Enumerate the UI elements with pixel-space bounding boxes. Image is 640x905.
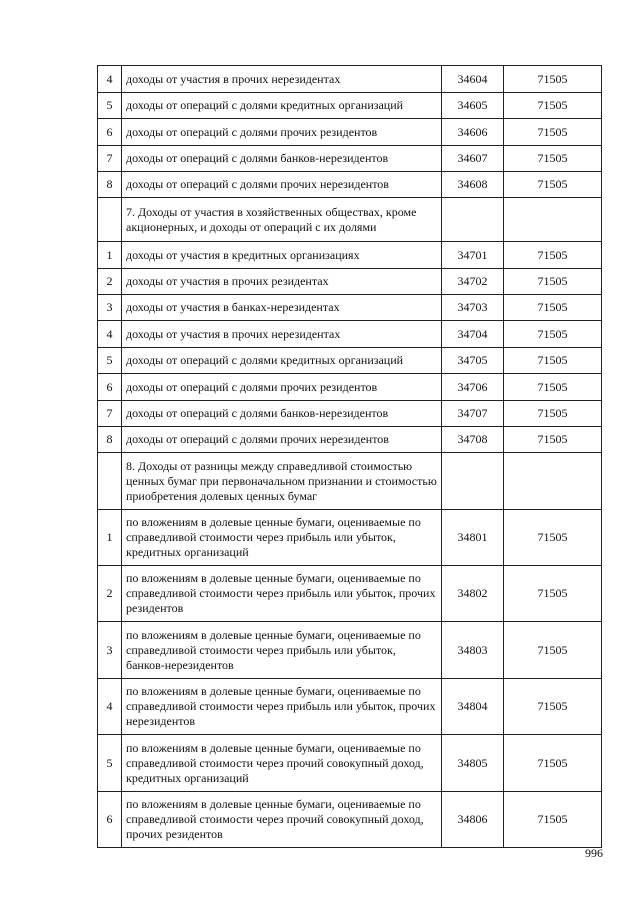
row-code: 34706 — [442, 374, 504, 401]
row-code: 34608 — [442, 172, 504, 198]
row-description: доходы от участия в кредитных организациях — [122, 242, 442, 269]
row-account: 71505 — [504, 735, 602, 792]
row-description: доходы от операций с долями кредитных организаций — [122, 348, 442, 374]
row-description: доходы от участия в банках-нерезидентах — [122, 295, 442, 321]
row-code: 34707 — [442, 401, 504, 427]
row-description: по вложениям в долевые ценные бумаги, оцениваемые по справедливой стоимости через прибыль или убыток, прочих нерезидентов — [122, 679, 442, 735]
row-number: 1 — [98, 510, 122, 566]
row-description: по вложениям в долевые ценные бумаги, оцениваемые по справедливой стоимости через прочий совокупный доход, кредитных организаций — [122, 735, 442, 792]
table-row — [98, 401, 602, 427]
row-code: 34803 — [442, 622, 504, 679]
row-code: 34704 — [442, 321, 504, 348]
row-number: 2 — [98, 269, 122, 295]
row-description: по вложениям в долевые ценные бумаги, оцениваемые по справедливой стоимости через прибыль или убыток, кредитных организаций — [122, 510, 442, 566]
section-heading: 8. Доходы от разницы между справедливой стоимостью ценных бумаг при первоначальном признании и стоимостью приобретения долевых ценных бумаг — [122, 453, 442, 510]
table-row — [98, 321, 602, 348]
row-description: доходы от операций с долями прочих резидентов — [122, 119, 442, 146]
row-description: доходы от операций с долями банков-нерезидентов — [122, 146, 442, 172]
row-description: доходы от операций с долями прочих нерезидентов — [122, 172, 442, 198]
section-row — [98, 453, 602, 510]
row-code: 34605 — [442, 93, 504, 119]
table-row — [98, 735, 602, 792]
row-account: 71505 — [504, 242, 602, 269]
row-code: 34806 — [442, 792, 504, 848]
table-row — [98, 622, 602, 679]
table-row — [98, 242, 602, 269]
row-account: 71505 — [504, 269, 602, 295]
row-account: 71505 — [504, 146, 602, 172]
section-code-cell — [442, 198, 504, 242]
section-account-cell — [504, 453, 602, 510]
row-description: доходы от операций с долями прочих нерезидентов — [122, 427, 442, 453]
row-number: 3 — [98, 295, 122, 321]
row-account: 71505 — [504, 566, 602, 622]
row-account: 71505 — [504, 93, 602, 119]
section-number-cell — [98, 453, 122, 510]
row-number: 8 — [98, 427, 122, 453]
table-row — [98, 93, 602, 119]
table-row — [98, 566, 602, 622]
row-account: 71505 — [504, 348, 602, 374]
accounts-table — [97, 65, 602, 848]
row-number: 5 — [98, 93, 122, 119]
row-account: 71505 — [504, 172, 602, 198]
row-code: 34802 — [442, 566, 504, 622]
row-account: 71505 — [504, 622, 602, 679]
table-row — [98, 427, 602, 453]
table-row — [98, 374, 602, 401]
section-account-cell — [504, 198, 602, 242]
row-code: 34705 — [442, 348, 504, 374]
accounts-table-body — [98, 66, 602, 848]
row-account: 71505 — [504, 401, 602, 427]
row-description: доходы от операций с долями банков-нерезидентов — [122, 401, 442, 427]
row-number: 4 — [98, 679, 122, 735]
section-code-cell — [442, 453, 504, 510]
row-description: доходы от участия в прочих нерезидентах — [122, 321, 442, 348]
row-code: 34604 — [442, 66, 504, 93]
row-account: 71505 — [504, 66, 602, 93]
row-account: 71505 — [504, 119, 602, 146]
section-row — [98, 198, 602, 242]
row-code: 34805 — [442, 735, 504, 792]
row-code: 34606 — [442, 119, 504, 146]
row-account: 71505 — [504, 374, 602, 401]
row-number: 4 — [98, 321, 122, 348]
table-row — [98, 295, 602, 321]
table-row — [98, 792, 602, 848]
row-account: 71505 — [504, 792, 602, 848]
table-row — [98, 119, 602, 146]
table-row — [98, 66, 602, 93]
row-number: 6 — [98, 119, 122, 146]
table-row — [98, 146, 602, 172]
row-description: доходы от участия в прочих резидентах — [122, 269, 442, 295]
row-code: 34607 — [442, 146, 504, 172]
row-code: 34804 — [442, 679, 504, 735]
row-number: 3 — [98, 622, 122, 679]
row-description: доходы от операций с долями кредитных организаций — [122, 93, 442, 119]
row-code: 34708 — [442, 427, 504, 453]
row-number: 6 — [98, 792, 122, 848]
section-number-cell — [98, 198, 122, 242]
table-row — [98, 172, 602, 198]
row-description: по вложениям в долевые ценные бумаги, оцениваемые по справедливой стоимости через прочий совокупный доход, прочих резидентов — [122, 792, 442, 848]
row-number: 6 — [98, 374, 122, 401]
row-number: 8 — [98, 172, 122, 198]
row-code: 34703 — [442, 295, 504, 321]
row-number: 7 — [98, 401, 122, 427]
row-account: 71505 — [504, 427, 602, 453]
row-number: 5 — [98, 735, 122, 792]
row-description: по вложениям в долевые ценные бумаги, оцениваемые по справедливой стоимости через прибыль или убыток, прочих резидентов — [122, 566, 442, 622]
row-code: 34801 — [442, 510, 504, 566]
row-code: 34702 — [442, 269, 504, 295]
row-account: 71505 — [504, 295, 602, 321]
row-number: 7 — [98, 146, 122, 172]
row-account: 71505 — [504, 679, 602, 735]
row-number: 2 — [98, 566, 122, 622]
table-row — [98, 269, 602, 295]
row-number: 1 — [98, 242, 122, 269]
row-account: 71505 — [504, 510, 602, 566]
table-row — [98, 510, 602, 566]
section-heading: 7. Доходы от участия в хозяйственных обществах, кроме акционерных, и доходы от операций с их долями — [122, 198, 442, 242]
row-account: 71505 — [504, 321, 602, 348]
table-row — [98, 348, 602, 374]
row-code: 34701 — [442, 242, 504, 269]
page-number: 996 — [585, 846, 603, 860]
row-description: доходы от операций с долями прочих резидентов — [122, 374, 442, 401]
row-number: 4 — [98, 66, 122, 93]
row-description: по вложениям в долевые ценные бумаги, оцениваемые по справедливой стоимости через прибыль или убыток, банков-нерезидентов — [122, 622, 442, 679]
table-row — [98, 679, 602, 735]
row-number: 5 — [98, 348, 122, 374]
row-description: доходы от участия в прочих нерезидентах — [122, 66, 442, 93]
